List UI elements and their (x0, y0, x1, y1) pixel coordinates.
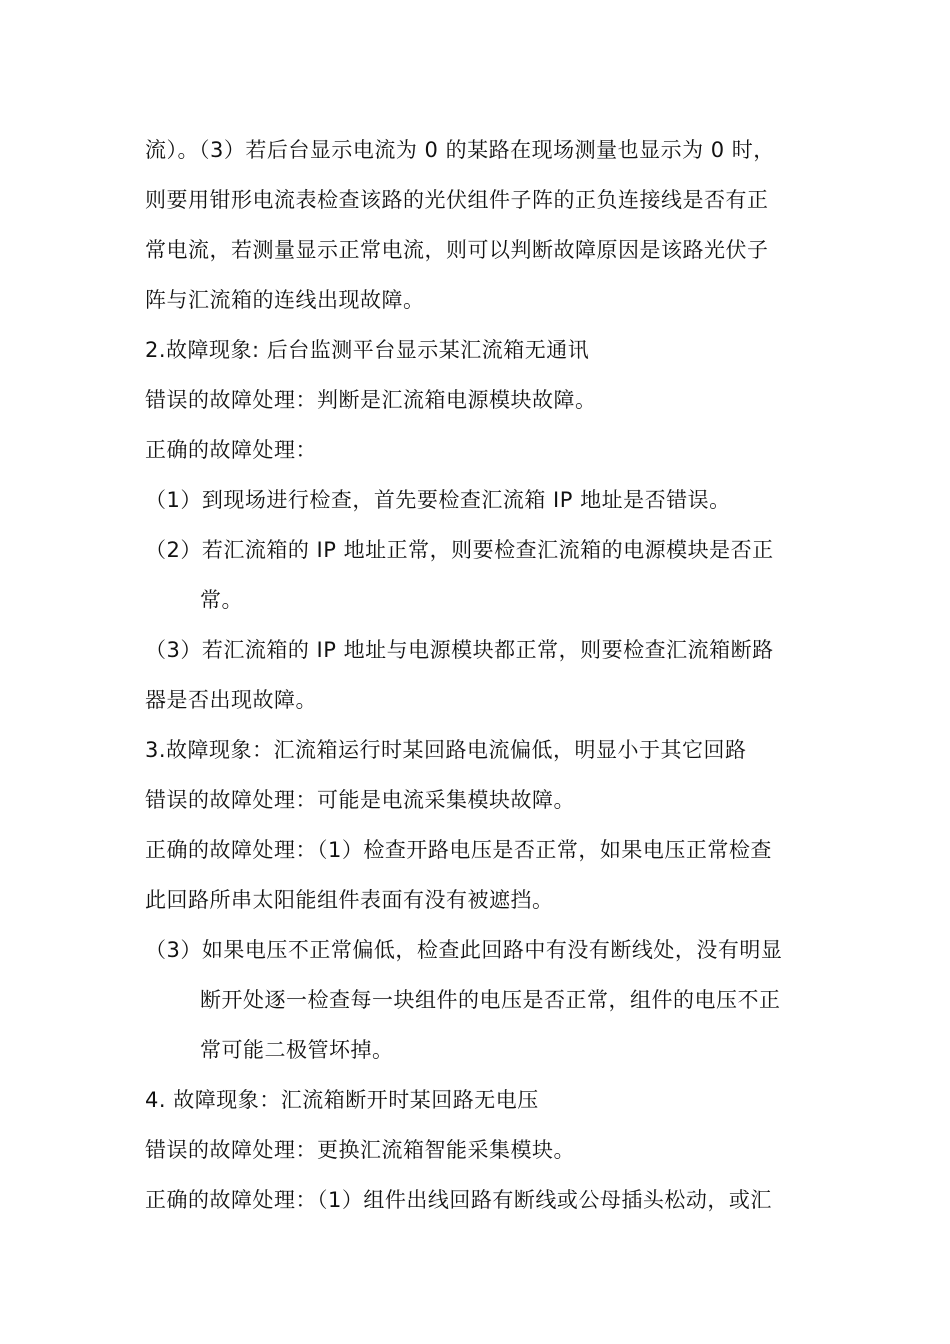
step-line-continued: 常。 (200, 588, 243, 612)
correct-handling-continued: 此回路所串太阳能组件表面有没有被遮挡。 (145, 888, 554, 912)
step-line: （2）若汇流箱的 IP 地址正常，则要检查汇流箱的电源模块是否正 (145, 538, 774, 562)
step-line-continued: 断开处逐一检查每一块组件的电压是否正常，组件的电压不正 (200, 988, 781, 1012)
correct-handling: 正确的故障处理：（1）组件出线回路有断线或公母插头松动，或汇 (145, 1188, 772, 1212)
paragraph-line: 流）。（3）若后台显示电流为 0 的某路在现场测量也显示为 0 时， (145, 138, 775, 162)
correct-handling: 正确的故障处理：（1）检查开路电压是否正常，如果电压正常检查 (145, 838, 772, 862)
correct-handling-label: 正确的故障处理： (145, 438, 317, 462)
step-line-continued: 常可能二极管坏掉。 (200, 1038, 394, 1062)
step-line: （3）若汇流箱的 IP 地址与电源模块都正常，则要检查汇流箱断路 (145, 638, 774, 662)
paragraph-line: 则要用钳形电流表检查该路的光伏组件子阵的正负连接线是否有正 (145, 188, 769, 212)
paragraph-line: 常电流，若测量显示正常电流，则可以判断故障原因是该路光伏子 (145, 238, 769, 262)
step-line: （1）到现场进行检查，首先要检查汇流箱 IP 地址是否错误。 (145, 488, 731, 512)
paragraph-line: 阵与汇流箱的连线出现故障。 (145, 288, 425, 312)
step-line-continued: 器是否出现故障。 (145, 688, 317, 712)
wrong-handling: 错误的故障处理：可能是电流采集模块故障。 (145, 788, 575, 812)
wrong-handling: 错误的故障处理：判断是汇流箱电源模块故障。 (145, 388, 597, 412)
wrong-handling: 错误的故障处理：更换汇流箱智能采集模块。 (145, 1138, 575, 1162)
fault-heading: 3.故障现象：汇流箱运行时某回路电流偏低，明显小于其它回路 (145, 738, 747, 762)
fault-heading: 2.故障现象: 后台监测平台显示某汇流箱无通讯 (145, 338, 590, 362)
step-line: （3）如果电压不正常偏低，检查此回路中有没有断线处，没有明显 (145, 938, 783, 962)
fault-heading: 4. 故障现象：汇流箱断开时某回路无电压 (145, 1088, 539, 1112)
